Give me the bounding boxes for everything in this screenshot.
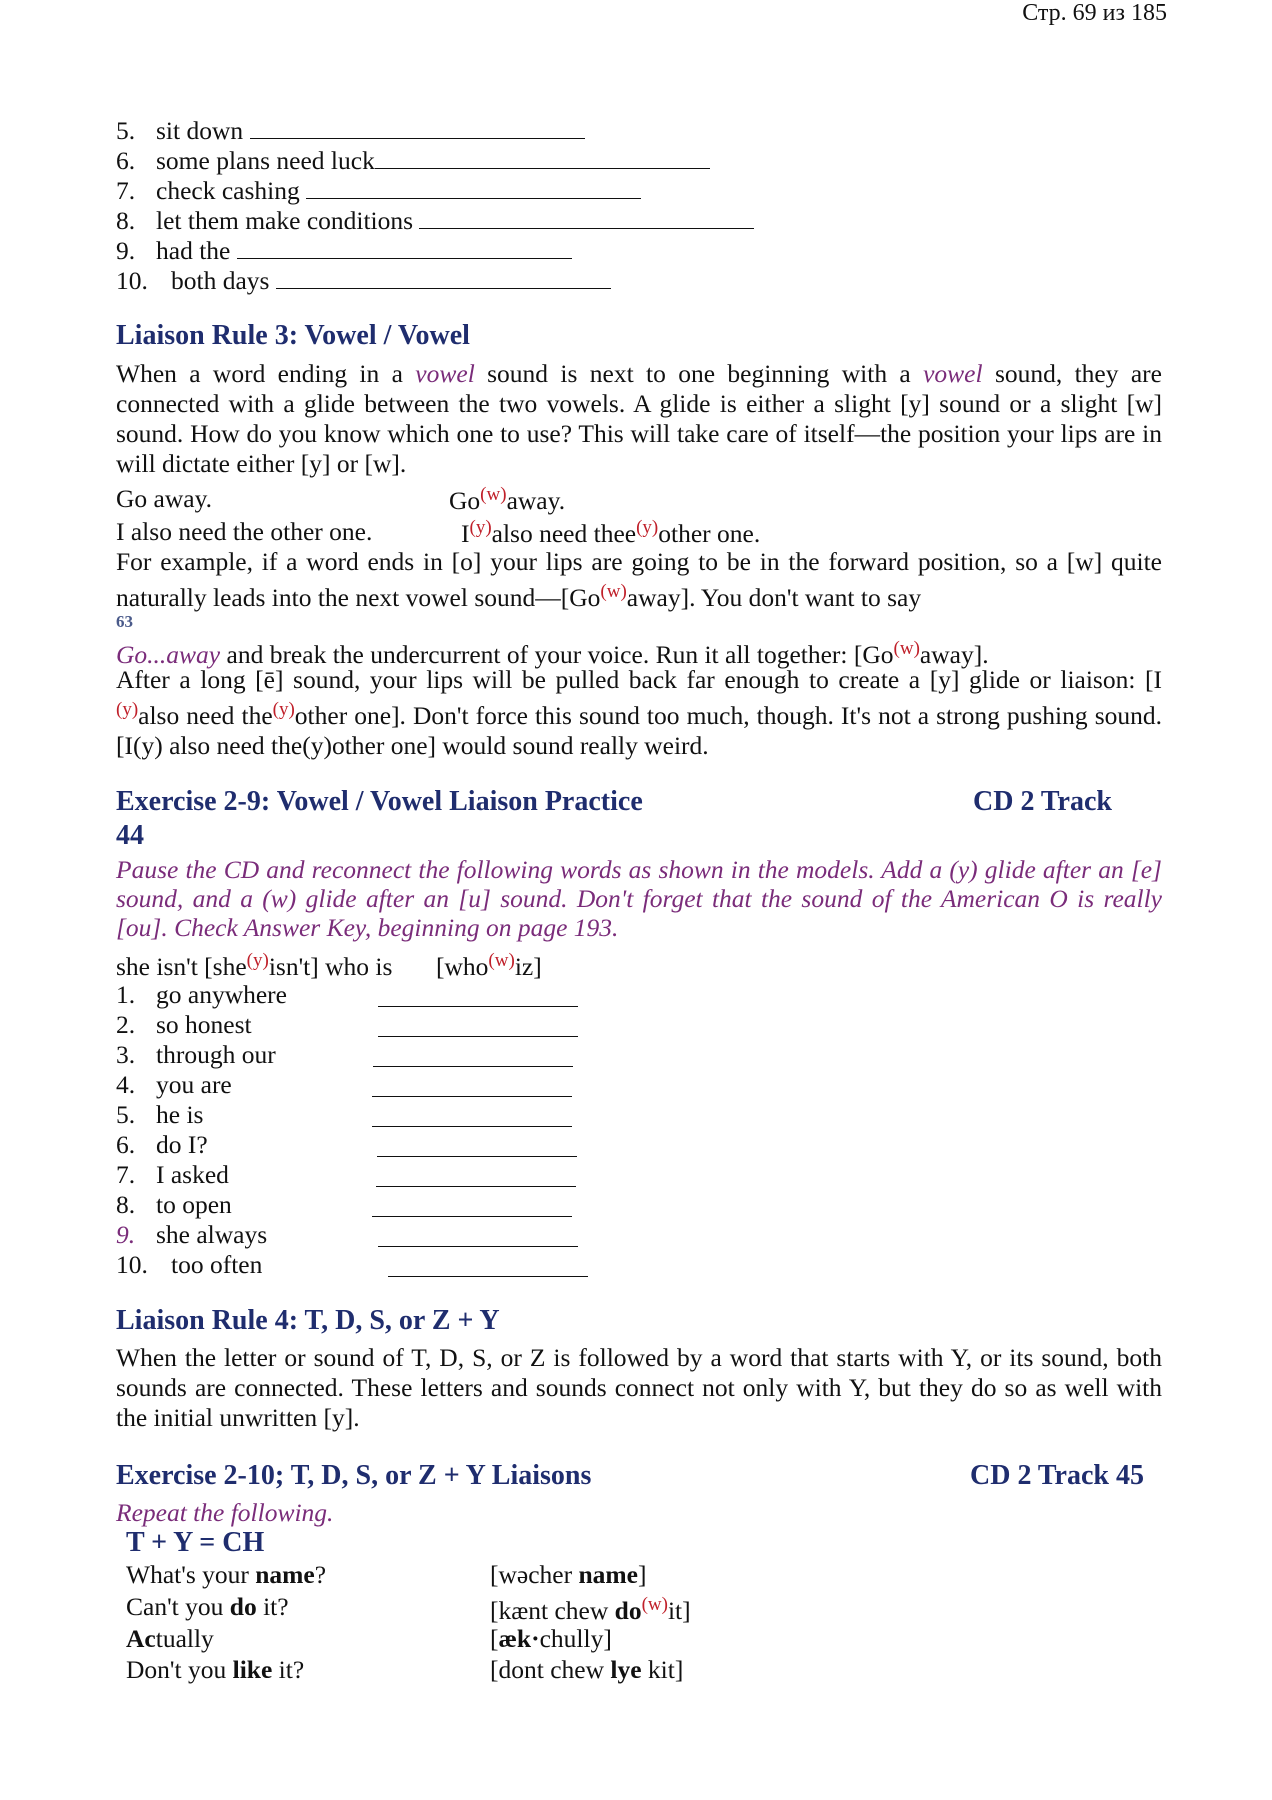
subheading: T + Y = CH (126, 1527, 265, 1558)
rule3-paragraph-4: After a long [ē] sound, your lips will be pulled back far enough to create a [y] glide or liaison: [I $^{(y)}$also need the$^{(y)}$other one]. Don't force this sound too much, though. It's not a strong pushing sound. [I(y) also need the(y)other one] would sound really weird. (116, 665, 1162, 760)
example-left: Go away. (116, 484, 213, 513)
pronunciation: [dont chew lye kit] (490, 1655, 684, 1684)
pronunciation: [kænt chew $do^{(w)}it$] (490, 1594, 691, 1625)
example-right: Go$^{(w)}$away. (449, 484, 566, 515)
answer-blank[interactable] (276, 264, 611, 289)
list-item: 4. you are (116, 1070, 232, 1099)
list-item: 9. she always (116, 1220, 268, 1249)
exercise-instructions: Repeat the following. (116, 1498, 334, 1527)
exercise-heading: Exercise 2-9: Vowel / Vowel Liaison Practice (116, 786, 643, 817)
rule3-paragraph-2: For example, if a word ends in [o] your lips are going to be in the forward position, so a [w] quite naturally leads into the next vowel sound—[Go$^{(w)}$away]. You don't want to say (116, 547, 1162, 612)
section-heading: Liaison Rule 4: T, D, S, or Z + Y (116, 1305, 500, 1336)
rule3-paragraph-1: When a word ending in a vowel sound is next to one beginning with a vowel sound, they are connected with a glide between the two vowels. A glide is either a slight [y] sound or a slight [w] sound. How do you know which one to use? This will take care of itself—the position your lips are in will dictate either [y] or [w]. (116, 359, 1162, 478)
list-item: 8. to open (116, 1190, 232, 1219)
list-item: 1. go anywhere (116, 980, 287, 1009)
answer-blank[interactable] (237, 234, 572, 259)
rule4-paragraph: When the letter or sound of T, D, S, or Z is followed by a word that starts with Y, or its sound, both sounds are connected. These letters and sounds connect not only with Y, but they do so as well with the initial unwritten [y]. (116, 1343, 1162, 1432)
cd-track-label: CD 2 Track (973, 786, 1112, 817)
answer-blank[interactable] (378, 1222, 578, 1247)
answer-blank[interactable] (378, 1012, 578, 1037)
list-item: 2. so honest (116, 1010, 252, 1039)
list-item: 7. check cashing (116, 174, 641, 206)
phrase: Actually (126, 1624, 214, 1653)
model-example: she isn't [she$^{(y)}$isn't] who is (116, 950, 393, 981)
list-item: 6. do I? (116, 1130, 208, 1159)
cd-track-number: 44 (116, 820, 144, 851)
list-item: 6. some plans need luck (116, 144, 710, 176)
exercise-heading: Exercise 2-10; T, D, S, or Z + Y Liaisons (116, 1460, 592, 1491)
answer-blank[interactable] (372, 1102, 572, 1127)
list-item: 10. both days (116, 264, 611, 296)
answer-blank[interactable] (376, 1162, 576, 1187)
phrase: Don't you like it? (126, 1655, 305, 1684)
answer-blank[interactable] (388, 1252, 588, 1277)
list-item: 8. let them make conditions (116, 204, 754, 236)
cd-track-label: CD 2 Track 45 (970, 1460, 1144, 1491)
section-heading: Liaison Rule 3: Vowel / Vowel (116, 320, 470, 351)
answer-blank[interactable] (372, 1192, 572, 1217)
answer-blank[interactable] (375, 144, 710, 169)
exercise-instructions: Pause the CD and reconnect the following words as shown in the models. Add a (y) glide after an [e] sound, and a (w) glide after an [u] sound. Don't forget that the sound of the American O is really [ou]. Check Answer Key, beginning on page 193. (116, 855, 1162, 942)
source-page-number: 63 (116, 612, 133, 631)
answer-blank[interactable] (377, 1132, 577, 1157)
list-item: 3. through our (116, 1040, 276, 1069)
answer-blank[interactable] (306, 174, 641, 199)
answer-blank[interactable] (250, 114, 585, 139)
answer-blank[interactable] (419, 204, 754, 229)
list-item: 7. I asked (116, 1160, 229, 1189)
page-indicator: Стр. 69 из 185 (1022, 0, 1167, 26)
list-item: 10. too often (116, 1250, 263, 1279)
answer-blank[interactable] (378, 982, 578, 1007)
rule3-paragraph-3: Go...away and break the undercurrent of your voice. Run it all together: [Go$^{(w)}$away]. (116, 638, 989, 669)
phrase: What's your name? (126, 1560, 327, 1589)
example-right: $I^{(y)}also$ need thee$^{(y)}$other one. (461, 517, 761, 548)
model-example: [who$^{(w)}$iz] (436, 950, 542, 981)
answer-blank[interactable] (373, 1042, 573, 1067)
example-left: I also need the other one. (116, 517, 373, 546)
list-item: 5. sit down (116, 114, 585, 146)
pronunciation: [wəcher name] (490, 1560, 647, 1589)
answer-blank[interactable] (372, 1072, 572, 1097)
list-item: 5. he is (116, 1100, 204, 1129)
list-item: 9. had the (116, 234, 572, 266)
phrase: Can't you do it? (126, 1592, 289, 1621)
pronunciation: [æk·chully] (490, 1624, 612, 1653)
